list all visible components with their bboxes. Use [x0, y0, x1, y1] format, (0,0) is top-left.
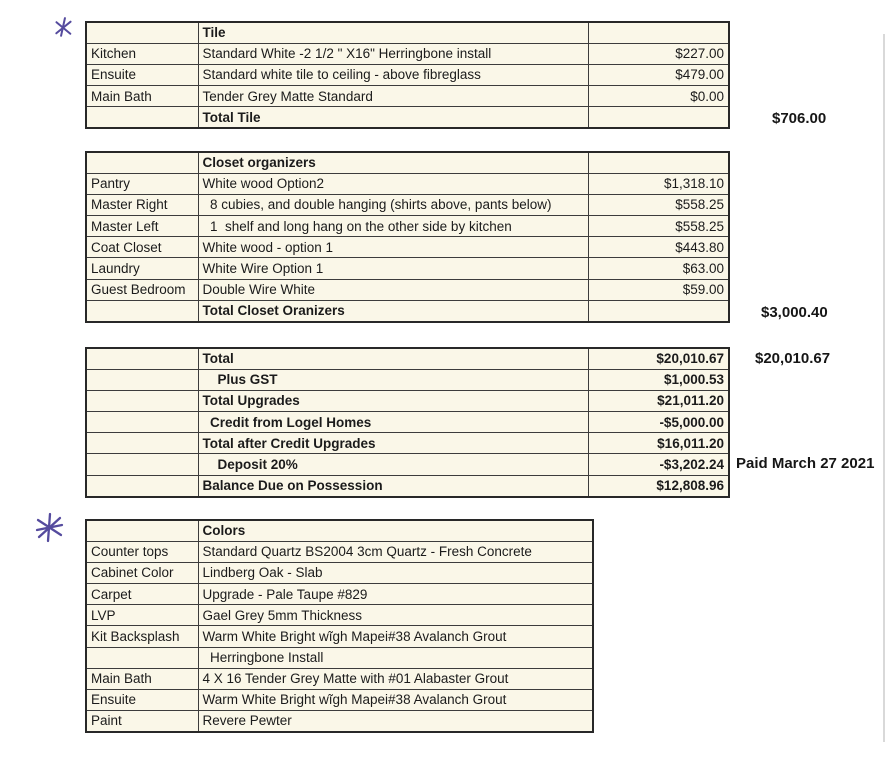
item-desc-cell: Standard Quartz BS2004 3cm Quartz - Fresh Concrete — [198, 542, 593, 563]
row-label-cell: Paint — [86, 710, 198, 732]
row-price-cell — [588, 22, 729, 44]
table-row — [86, 370, 729, 391]
table-header-row — [86, 520, 593, 542]
item-price-cell: $1,318.10 — [588, 174, 729, 195]
summary-value-cell: -$5,000.00 — [588, 412, 729, 433]
table-header-row — [86, 22, 729, 44]
paid-date-annotation: Paid March 27 2021 — [736, 455, 875, 472]
row-label-cell — [86, 22, 198, 44]
item-desc-cell: White wood - option 1 — [198, 237, 588, 258]
item-desc-cell: 1 shelf and long hang on the other side by kitchen — [198, 216, 588, 237]
summary-value-cell: $21,011.20 — [588, 391, 729, 412]
item-desc-cell: Herringbone Install — [198, 647, 593, 668]
summary-value-cell: $20,010.67 — [588, 348, 729, 370]
item-price-cell: $558.25 — [588, 216, 729, 237]
row-label-cell — [86, 647, 198, 668]
row-label-cell: Ensuite — [86, 65, 198, 86]
summary-value-cell: $1,000.53 — [588, 370, 729, 391]
table-row — [86, 258, 729, 279]
summary-label-cell: Total after Credit Upgrades — [198, 433, 588, 454]
table-row — [86, 412, 729, 433]
summary-value-cell: $12,808.96 — [588, 475, 729, 497]
item-desc-cell: White Wire Option 1 — [198, 258, 588, 279]
table-row — [86, 348, 729, 370]
row-label-cell: Laundry — [86, 258, 198, 279]
table-row — [86, 279, 729, 300]
row-label-cell: Guest Bedroom — [86, 279, 198, 300]
handwritten-asterisk-icon — [53, 14, 74, 40]
table-row — [86, 605, 593, 626]
table-row — [86, 710, 593, 732]
table-total-row — [86, 107, 729, 129]
summary-label-cell: Total Upgrades — [198, 391, 588, 412]
row-label-cell: Ensuite — [86, 689, 198, 710]
summary-value-cell: -$3,202.24 — [588, 454, 729, 475]
table-title-cell: Tile — [198, 22, 588, 44]
table-row — [86, 195, 729, 216]
item-price-cell: $479.00 — [588, 65, 729, 86]
tile-table — [85, 21, 730, 129]
item-price-cell: $227.00 — [588, 44, 729, 65]
totals-table — [85, 347, 730, 498]
table-row — [86, 647, 593, 668]
row-label-cell: Master Right — [86, 195, 198, 216]
handwritten-asterisk-icon — [35, 511, 64, 544]
summary-value-cell: $16,011.20 — [588, 433, 729, 454]
item-price-cell: $63.00 — [588, 258, 729, 279]
table-row — [86, 174, 729, 195]
row-label-cell: Master Left — [86, 216, 198, 237]
table-title-cell: Colors — [198, 520, 593, 542]
row-label-cell — [86, 107, 198, 129]
total-price-cell — [588, 107, 729, 129]
item-desc-cell: Standard White -2 1/2 " X16" Herringbone install — [198, 44, 588, 65]
total-price-cell — [588, 300, 729, 322]
row-label-cell: Pantry — [86, 174, 198, 195]
table-row — [86, 668, 593, 689]
row-label-cell — [86, 348, 198, 370]
row-label-cell — [86, 475, 198, 497]
table-row — [86, 44, 729, 65]
table-row — [86, 475, 729, 497]
summary-label-cell: Plus GST — [198, 370, 588, 391]
item-desc-cell: Lindberg Oak - Slab — [198, 563, 593, 584]
row-price-cell — [588, 152, 729, 174]
row-label-cell — [86, 300, 198, 322]
row-label-cell: LVP — [86, 605, 198, 626]
row-label-cell — [86, 152, 198, 174]
grand-total-annotation: $20,010.67 — [755, 350, 831, 367]
table-row — [86, 237, 729, 258]
table-row — [86, 584, 593, 605]
row-label-cell: Main Bath — [86, 668, 198, 689]
table-row — [86, 433, 729, 454]
tile-total-annotation: $706.00 — [772, 110, 827, 127]
row-label-cell — [86, 520, 198, 542]
row-label-cell: Kit Backsplash — [86, 626, 198, 647]
row-label-cell: Cabinet Color — [86, 563, 198, 584]
item-desc-cell: Tender Grey Matte Standard — [198, 86, 588, 107]
item-desc-cell: Double Wire White — [198, 279, 588, 300]
table-row — [86, 391, 729, 412]
item-desc-cell: Warm White Bright wĩgh Mapei#38 Avalanch Grout — [198, 626, 593, 647]
item-price-cell: $0.00 — [588, 86, 729, 107]
table-row — [86, 65, 729, 86]
table-row — [86, 542, 593, 563]
item-desc-cell: Revere Pewter — [198, 710, 593, 732]
row-label-cell: Carpet — [86, 584, 198, 605]
row-label-cell: Kitchen — [86, 44, 198, 65]
item-desc-cell: Gael Grey 5mm Thickness — [198, 605, 593, 626]
row-label-cell — [86, 391, 198, 412]
row-label-cell: Main Bath — [86, 86, 198, 107]
item-price-cell: $443.80 — [588, 237, 729, 258]
item-desc-cell: White wood Option2 — [198, 174, 588, 195]
row-label-cell: Coat Closet — [86, 237, 198, 258]
closet-total-annotation: $3,000.40 — [761, 304, 828, 321]
table-row — [86, 563, 593, 584]
scan-edge-artifact — [883, 34, 885, 742]
table-title-cell: Closet organizers — [198, 152, 588, 174]
item-desc-cell: 8 cubies, and double hanging (shirts above, pants below) — [198, 195, 588, 216]
summary-label-cell: Balance Due on Possession — [198, 475, 588, 497]
item-desc-cell: Warm White Bright wĩgh Mapei#38 Avalanch Grout — [198, 689, 593, 710]
summary-label-cell: Credit from Logel Homes — [198, 412, 588, 433]
total-label-cell: Total Closet Oranizers — [198, 300, 588, 322]
item-price-cell: $558.25 — [588, 195, 729, 216]
row-label-cell — [86, 454, 198, 475]
row-label-cell — [86, 370, 198, 391]
row-label-cell — [86, 433, 198, 454]
table-row — [86, 626, 593, 647]
table-row — [86, 216, 729, 237]
table-header-row — [86, 152, 729, 174]
table-row — [86, 454, 729, 475]
item-desc-cell: Standard white tile to ceiling - above fibreglass — [198, 65, 588, 86]
summary-label-cell: Total — [198, 348, 588, 370]
summary-label-cell: Deposit 20% — [198, 454, 588, 475]
item-price-cell: $59.00 — [588, 279, 729, 300]
item-desc-cell: 4 X 16 Tender Grey Matte with #01 Alabaster Grout — [198, 668, 593, 689]
table-row — [86, 86, 729, 107]
total-label-cell: Total Tile — [198, 107, 588, 129]
row-label-cell: Counter tops — [86, 542, 198, 563]
closet-organizers-table — [85, 151, 730, 323]
table-total-row — [86, 300, 729, 322]
item-desc-cell: Upgrade - Pale Taupe #829 — [198, 584, 593, 605]
row-label-cell — [86, 412, 198, 433]
colors-table — [85, 519, 594, 733]
table-row — [86, 689, 593, 710]
